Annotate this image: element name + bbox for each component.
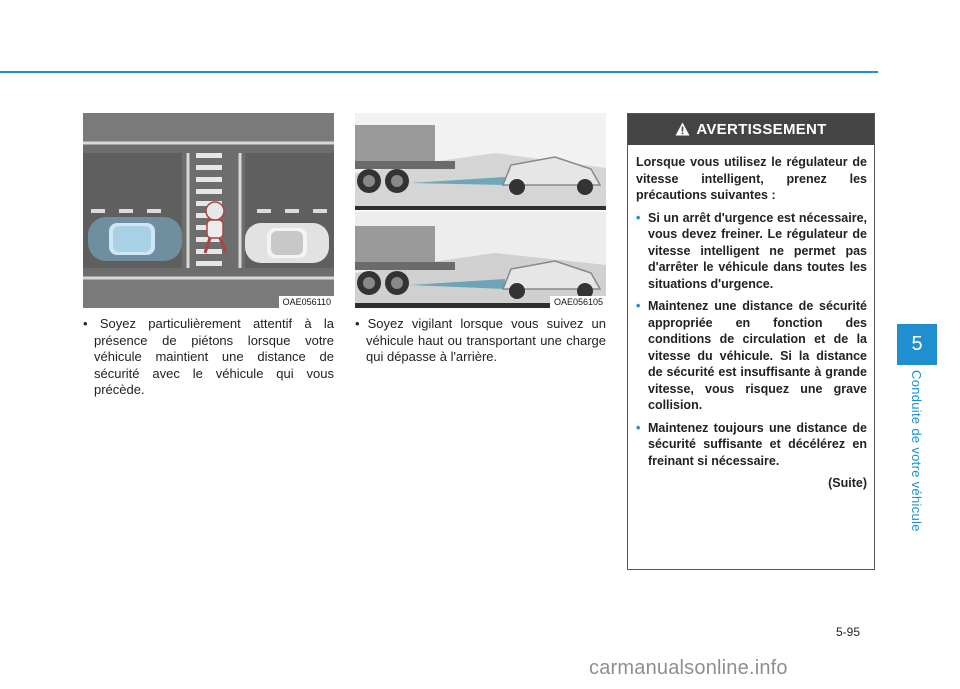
bullet-icon: • — [636, 420, 641, 435]
chapter-title: Conduite de votre véhicule — [909, 370, 924, 532]
bullet-icon: • — [636, 299, 641, 313]
continued-label: (Suite) — [828, 476, 867, 490]
warning-intro: Lorsque vous utilisez le régulateur de vitesse intelligent, prenez les précautions suivantes : — [636, 155, 867, 202]
warning-box — [627, 113, 875, 570]
caption-text: Soyez vigilant lorsque vous suivez un véhicule haut ou transportant une charge qui dépasse à l'arrière. — [366, 316, 606, 364]
caption-tall-vehicle — [355, 316, 606, 366]
bullet-icon: • — [636, 210, 641, 225]
warning-item-text: Maintenez une distance de sécurité appropriée en fonction des conditions de circulation et de la vitesse du véhicule. Si la distance de sécurité est insuffisante à grande vitesse, vous risquez une grave collision. — [648, 299, 867, 412]
bullet-marker: • — [355, 316, 368, 331]
warning-triangle-icon — [675, 116, 690, 147]
warning-item-text: Si un arrêt d'urgence est nécessaire, vous devez freiner. Le régulateur de vitesse intelligent ne permet pas d'arrêter le véhicule dans toutes les situations d'urgence. — [648, 210, 867, 291]
tall-vehicle-illustration — [355, 113, 606, 308]
page-number: 5-95 — [836, 625, 861, 639]
chapter-number-tab: 5 — [897, 324, 937, 365]
warning-header — [628, 114, 874, 145]
figure-pedestrian-crossing — [83, 113, 334, 308]
warning-item-text: Maintenez toujours une distance de sécurité suffisante et décélérez en freinant si nécessaire. — [648, 420, 867, 468]
warning-item — [636, 420, 867, 470]
caption-text: Soyez particulièrement attentif à la présence de piétons lorsque votre véhicule maintient une distance de sécurité avec le véhicule qui vous précède. — [94, 316, 334, 397]
figure-code: OAE056105 — [550, 296, 606, 308]
warning-body — [628, 145, 874, 492]
warning-item — [636, 210, 867, 293]
warning-title: AVERTISSEMENT — [696, 121, 827, 138]
watermark[interactable]: carmanualsonline.info — [589, 657, 788, 679]
pedestrian-crossing-illustration — [83, 113, 334, 308]
top-rule — [0, 71, 878, 73]
figure-code: OAE056110 — [279, 296, 334, 308]
bullet-marker: • — [83, 316, 100, 331]
warning-item — [636, 298, 867, 414]
caption-pedestrians — [83, 316, 334, 399]
figure-tall-vehicle — [355, 113, 606, 308]
